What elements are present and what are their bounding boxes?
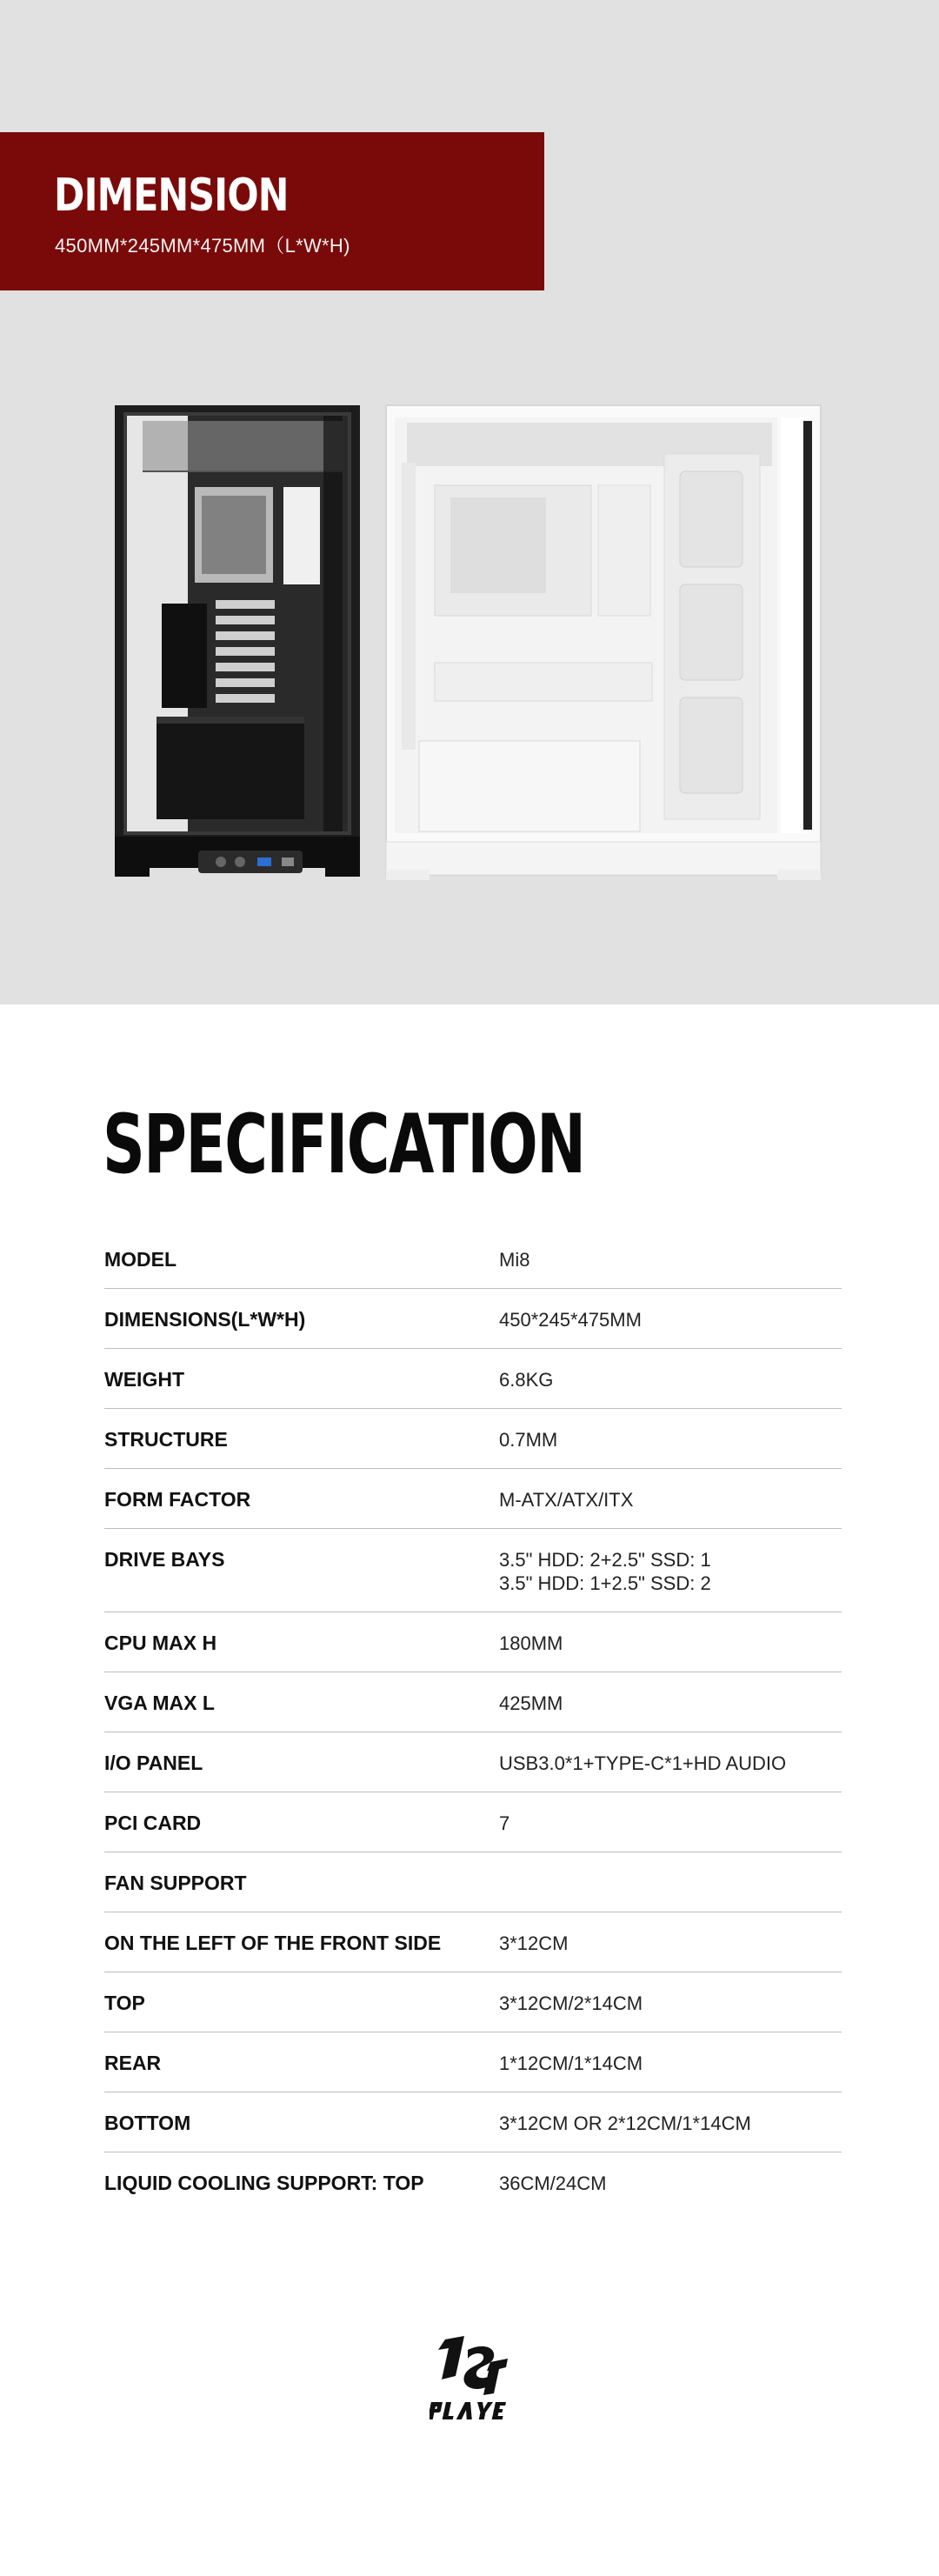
spec-value: 1*12CM/1*14CM <box>499 2052 643 2074</box>
spec-row <box>104 2032 842 2092</box>
spec-row <box>104 1972 842 2032</box>
spec-label: BOTTOM <box>104 2112 191 2134</box>
spec-label: VGA MAX L <box>104 1692 215 1714</box>
spec-value: 450*245*475MM <box>499 1309 642 1331</box>
spec-row <box>104 1409 842 1469</box>
spec-label: LIQUID COOLING SUPPORT: TOP <box>104 2172 424 2194</box>
spec-label: DRIVE BAYS <box>104 1548 225 1571</box>
spec-value: M-ATX/ATX/ITX <box>499 1489 634 1511</box>
spec-label: DIMENSIONS(L*W*H) <box>104 1308 306 1331</box>
spec-row <box>104 2092 842 2152</box>
dimension-title: DIMENSION <box>54 170 289 222</box>
spec-row <box>104 1529 842 1612</box>
spec-label: WEIGHT <box>104 1368 184 1391</box>
spec-label: REAR <box>104 2052 162 2074</box>
dimension-subtitle: 450MM*245MM*475MM（L*W*H) <box>55 235 350 257</box>
spec-table <box>104 1229 842 2212</box>
spec-row <box>104 2152 842 2212</box>
spec-label: FORM FACTOR <box>104 1488 251 1511</box>
white-case-image <box>386 405 821 880</box>
spec-row <box>104 1612 842 1672</box>
spec-value: 3*12CM <box>499 1932 569 1954</box>
spec-value: USB3.0*1+TYPE-C*1+HD AUDIO <box>499 1752 787 1774</box>
specification-title: SPECIFICATION <box>103 1098 585 1192</box>
spec-value: 36CM/24CM <box>499 2172 607 2194</box>
spec-value: 6.8KG <box>499 1369 554 1391</box>
spec-label: MODEL <box>104 1248 177 1271</box>
spec-row <box>104 1289 842 1349</box>
spec-label: STRUCTURE <box>104 1428 228 1451</box>
spec-value: 3*12CM/2*14CM <box>499 1992 643 2014</box>
dimension-section <box>0 0 939 1004</box>
spec-value: 0.7MM <box>499 1429 558 1451</box>
spec-label: ON THE LEFT OF THE FRONT SIDE <box>104 1932 442 1954</box>
spec-row <box>104 1672 842 1732</box>
spec-value: 3*12CM OR 2*12CM/1*14CM <box>499 2112 751 2134</box>
spec-label: FAN SUPPORT <box>104 1872 247 1894</box>
spec-value: 180MM <box>499 1632 563 1654</box>
brand-logo <box>430 2332 509 2430</box>
spec-row <box>104 1792 842 1852</box>
spec-value: 7 <box>499 1812 510 1834</box>
spec-row <box>104 1732 842 1792</box>
spec-label: PCI CARD <box>104 1812 202 1834</box>
black-case-image <box>115 405 360 877</box>
spec-row <box>104 1852 842 1912</box>
spec-label: I/O PANEL <box>104 1752 203 1774</box>
spec-label: CPU MAX H <box>104 1632 217 1654</box>
spec-row <box>104 1469 842 1529</box>
spec-label: TOP <box>104 1992 145 2014</box>
spec-row <box>104 1912 842 1972</box>
spec-row <box>104 1229 842 1289</box>
spec-value: Mi8 <box>499 1249 530 1271</box>
spec-value: 3.5" HDD: 2+2.5" SSD: 1 3.5" HDD: 1+2.5" SSD: 2 <box>499 1549 711 1594</box>
spec-value: 425MM <box>499 1692 563 1714</box>
spec-row <box>104 1349 842 1409</box>
product-images <box>111 402 824 882</box>
